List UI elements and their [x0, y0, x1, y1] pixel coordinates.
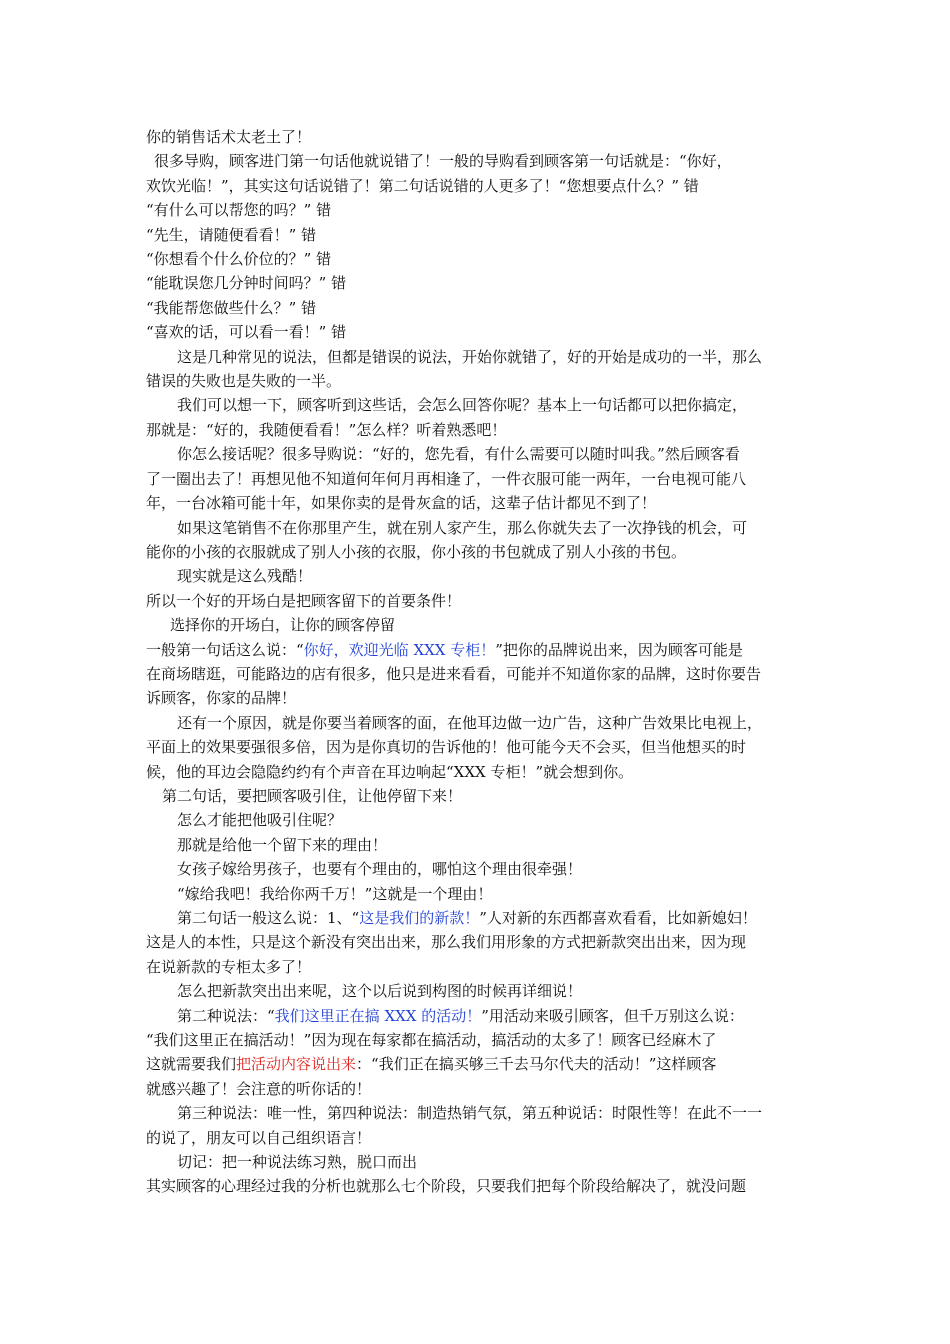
paragraph-line: 能你的小孩的衣服就成了别人小孩的衣服，你小孩的书包就成了别人小孩的书包。: [146, 542, 687, 561]
text-run: ：“我们正在搞买够三千去马尔代夫的活动！”这样顾客: [356, 1055, 717, 1074]
paragraph-line: 年，一台冰箱可能十年，如果你卖的是骨灰盒的话，这辈子估计都见不到了！: [146, 494, 657, 513]
paragraph-line: 候，他的耳边会隐隐约约有个声音在耳边响起“XXX 专柜！”就会想到你。: [146, 762, 634, 781]
paragraph-line: [146, 638, 816, 662]
paragraph-line: 平面上的效果要强很多倍，因为是你真切的告诉他的！他可能今天不会买，但当他想买的时: [146, 738, 747, 757]
section-heading: 选择你的开场白，让你的顾客停留: [170, 616, 396, 635]
paragraph-line: 怎么把新款突出出来呢，这个以后说到构图的时候再详细说！: [177, 982, 583, 1001]
paragraph-line: 错误的失败也是失败的一半。: [146, 372, 342, 391]
paragraph-line: “嫁给我吧！我给你两千万！”这就是一个理由！: [177, 884, 493, 903]
paragraph-line: 诉顾客，你家的品牌！: [146, 689, 297, 708]
paragraph-line: “有什么可以帮您的吗？” 错: [146, 201, 332, 220]
paragraph-line: “你想看个什么价位的？” 错: [146, 250, 332, 269]
text-run: 第二句话一般这么说：1、“: [177, 909, 360, 927]
paragraph-line: 如果这笔销售不在你那里产生，就在别人家产生，那么你就失去了一次挣钱的机会，可: [177, 518, 748, 537]
highlight-blue: 你好，欢迎光临 XXX 专柜！: [303, 640, 496, 659]
text-run: ”人对新的东西都喜欢看看，比如新媳妇！: [479, 909, 757, 927]
highlight-blue: 这是我们的新款！: [359, 909, 480, 927]
paragraph-line: “我们这里正在搞活动！”因为现在每家都在搞活动，搞活动的太多了！顾客已经麻木了: [146, 1031, 717, 1050]
paragraph-line: 在说新款的专柜太多了！: [146, 957, 312, 976]
text-run: 一般第一句话这么说：“: [146, 640, 304, 659]
paragraph-line: 那就是给他一个留下来的理由！: [177, 835, 388, 854]
paragraph-line: 所以一个好的开场白是把顾客留下的首要条件！: [146, 591, 462, 610]
paragraph-line: “能耽误您几分钟时间吗？” 错: [146, 274, 347, 293]
highlight-red: 把活动内容说出来: [236, 1055, 357, 1074]
paragraph-line: 怎么才能把他吸引住呢？: [177, 811, 343, 830]
paragraph-line: [146, 906, 816, 930]
article-body: [146, 125, 816, 1199]
paragraph-line: 你怎么接话呢？很多导购说：“好的，您先看，有什么需要可以随时叫我。”然后顾客看: [177, 445, 740, 464]
paragraph-line: 就感兴趣了！会注意的听你话的！: [146, 1079, 372, 1098]
paragraph-line: “先生，请随便看看！” 错: [146, 225, 317, 244]
text-run: ”用活动来吸引顾客，但千万别这么说：: [481, 1006, 744, 1025]
paragraph-line: 第三种说法：唯一性，第四种说法：制造热销气氛，第五种说话：时限性等！在此不一一: [177, 1104, 763, 1123]
paragraph-line: 这是人的本性，只是这个新没有突出出来，那么我们用形象的方式把新款突出出来，因为现: [146, 933, 747, 952]
paragraph-line: 还有一个原因，就是你要当着顾客的面，在他耳边做一边广告，这种广告效果比电视上，: [177, 713, 763, 732]
paragraph-line: 切记：把一种说法练习熟，脱口而出: [177, 1153, 418, 1172]
section-heading: 第二句话，要把顾客吸引住，让他停留下来！: [162, 786, 463, 805]
paragraph-line: 我们可以想一下，顾客听到这些话，会怎么回答你呢？基本上一句话都可以把你搞定，: [177, 396, 748, 415]
paragraph-line: 了一圈出去了！再想见他不知道何年何月再相逢了，一件衣服可能一两年，一台电视可能八: [146, 469, 747, 488]
article-title: 你的销售话术太老土了！: [146, 128, 312, 146]
paragraph-line: 女孩子嫁给男孩子，也要有个理由的，哪怕这个理由很牵强！: [177, 860, 583, 879]
text-run: 这就需要我们: [146, 1055, 237, 1074]
highlight-blue: 我们这里正在搞 XXX 的活动！: [274, 1006, 482, 1025]
paragraph-line: 在商场瞎逛，可能路边的店有很多，他只是进来看看，可能并不知道你家的品牌，这时你要告: [146, 664, 762, 683]
paragraph-line: 很多导购，顾客进门第一句话他就说错了！一般的导购看到顾客第一句话就是：“你好，: [154, 152, 732, 171]
paragraph-line: “我能帮您做些什么？” 错: [146, 298, 317, 317]
paragraph-line: 欢饮光临！”，其实这句话说错了！第二句话说错的人更多了！“您想要点什么？” 错: [146, 176, 699, 195]
text-run: 第二种说法：“: [177, 1006, 275, 1025]
paragraph-line: [146, 1004, 816, 1028]
paragraph-line: 这是几种常见的说法，但都是错误的说法，开始你就错了，好的开始是成功的一半，那么: [177, 347, 763, 366]
text-run: ”把你的品牌说出来，因为顾客可能是: [495, 640, 743, 659]
paragraph-line: 其实顾客的心理经过我的分析也就那么七个阶段，只要我们把每个阶段给解决了，就没问题: [146, 1177, 747, 1196]
paragraph-line: 那就是：“好的，我随便看看！”怎么样？听着熟悉吧！: [146, 420, 507, 439]
paragraph-line: “喜欢的话，可以看一看！” 错: [146, 323, 347, 342]
paragraph-line: [146, 1052, 816, 1076]
paragraph-line: 现实就是这么残酷！: [177, 567, 313, 586]
paragraph-line: 的说了，朋友可以自己组织语言！: [146, 1128, 372, 1147]
